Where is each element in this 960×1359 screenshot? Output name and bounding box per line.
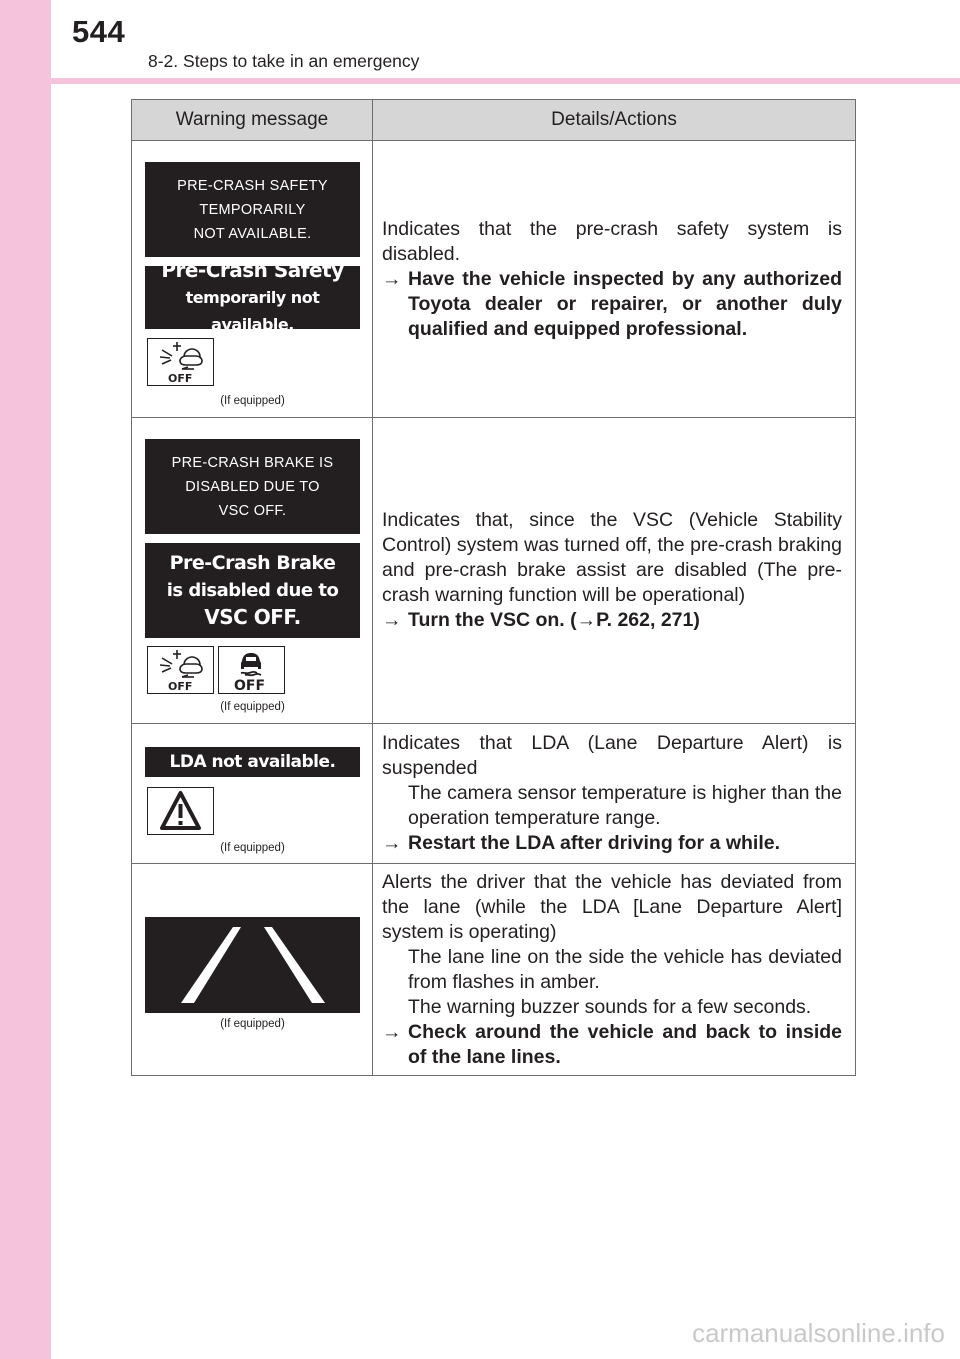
display-line: VSC OFF. bbox=[218, 502, 287, 519]
arrow-icon: → bbox=[382, 609, 402, 631]
warning-message-cell bbox=[132, 864, 373, 1076]
table-row bbox=[132, 724, 856, 864]
arrow-icon: → bbox=[382, 1020, 402, 1043]
section-title: 8-2. Steps to take in an emergency bbox=[148, 51, 420, 71]
indicator-off-label: OFF bbox=[234, 678, 266, 693]
display-line: PRE-CRASH SAFETY bbox=[177, 177, 328, 194]
details-actions-cell bbox=[373, 141, 856, 418]
column-header-details-actions: Details/Actions bbox=[373, 100, 856, 141]
header-rule bbox=[0, 78, 960, 84]
sub-point-text: The camera sensor temperature is higher than the operation temperature range. bbox=[408, 782, 842, 829]
display-message-graphic bbox=[145, 747, 360, 777]
display-line: LDA not available. bbox=[169, 751, 336, 772]
description-text: Indicates that LDA (Lane Departure Alert) is suspended bbox=[382, 732, 842, 779]
warning-message-table bbox=[131, 99, 856, 1076]
display-line: PRE-CRASH BRAKE IS bbox=[171, 454, 334, 471]
display-line: is disabled due to bbox=[166, 580, 339, 601]
description-text: Indicates that, since the VSC (Vehicle Stability Control) system was turned off, the pre-crash braking and pre-crash brake assist are disabled (The pre-crash warning function will be operational) bbox=[382, 509, 842, 606]
display-line: NOT AVAILABLE. bbox=[193, 225, 312, 242]
warning-message-cell bbox=[132, 141, 373, 418]
action-text bbox=[382, 831, 842, 856]
if-equipped-note: (If equipped) bbox=[220, 1018, 285, 1030]
action-label: Restart the LDA after driving for a while. bbox=[408, 832, 781, 854]
action-label: Check around the vehicle and back to inside of the lane lines. bbox=[408, 1020, 842, 1068]
display-message-graphic bbox=[145, 258, 360, 334]
if-equipped-note: (If equipped) bbox=[220, 395, 285, 407]
display-line: Pre-Crash Brake bbox=[169, 552, 336, 574]
side-color-band bbox=[0, 0, 51, 1359]
action-label: Have the vehicle inspected by any authorized Toyota dealer or repairer, or another duly qualified and equipped professional. bbox=[408, 267, 842, 340]
page-number: 544 bbox=[72, 14, 126, 49]
vsc-off-icon bbox=[218, 646, 285, 694]
display-message-text bbox=[145, 439, 360, 534]
sub-point-text: The lane line on the side the vehicle has deviated from flashes in amber. bbox=[408, 945, 842, 993]
display-message-graphic bbox=[145, 543, 360, 638]
table-row bbox=[132, 141, 856, 418]
details-actions-cell bbox=[373, 724, 856, 864]
lane-lines-icon bbox=[145, 917, 360, 1013]
warning-triangle-icon bbox=[147, 787, 214, 835]
column-header-warning-message: Warning message bbox=[132, 100, 373, 141]
warning-message-cell bbox=[132, 418, 373, 724]
action-label: Turn the VSC on. (→P. 262, 271) bbox=[408, 609, 700, 631]
sub-point-text: The warning buzzer sounds for a few seconds. bbox=[408, 995, 812, 1018]
warning-message-cell bbox=[132, 724, 373, 864]
action-text bbox=[382, 608, 842, 633]
indicator-off-label: OFF bbox=[168, 680, 193, 693]
pre-crash-safety-off-icon bbox=[147, 646, 214, 694]
if-equipped-note: (If equipped) bbox=[220, 842, 285, 854]
table-header-row bbox=[132, 100, 856, 141]
table-row bbox=[132, 418, 856, 724]
display-line: Pre-Crash Safety bbox=[161, 258, 344, 282]
pre-crash-safety-off-icon bbox=[147, 338, 214, 386]
description-text: Indicates that the pre-crash safety system is disabled. bbox=[382, 217, 842, 265]
display-line: temporarily not available. bbox=[185, 288, 320, 334]
watermark: carmanualsonline.info bbox=[692, 1318, 945, 1348]
display-message-text bbox=[145, 162, 360, 257]
action-text bbox=[382, 267, 842, 342]
display-line: DISABLED DUE TO bbox=[185, 478, 320, 495]
indicator-off-label: OFF bbox=[168, 372, 193, 385]
details-actions-cell bbox=[373, 418, 856, 724]
arrow-icon: → bbox=[382, 267, 402, 290]
arrow-icon: → bbox=[382, 832, 402, 854]
display-line: TEMPORARILY bbox=[199, 201, 306, 218]
display-line: VSC OFF. bbox=[204, 605, 301, 629]
action-text bbox=[382, 1020, 842, 1070]
if-equipped-note: (If equipped) bbox=[220, 701, 285, 713]
description-text: Alerts the driver that the vehicle has deviated from the lane (while the LDA [Lane Departure Alert] system is operating) bbox=[382, 870, 842, 943]
details-actions-cell bbox=[373, 864, 856, 1076]
table-row bbox=[132, 864, 856, 1076]
